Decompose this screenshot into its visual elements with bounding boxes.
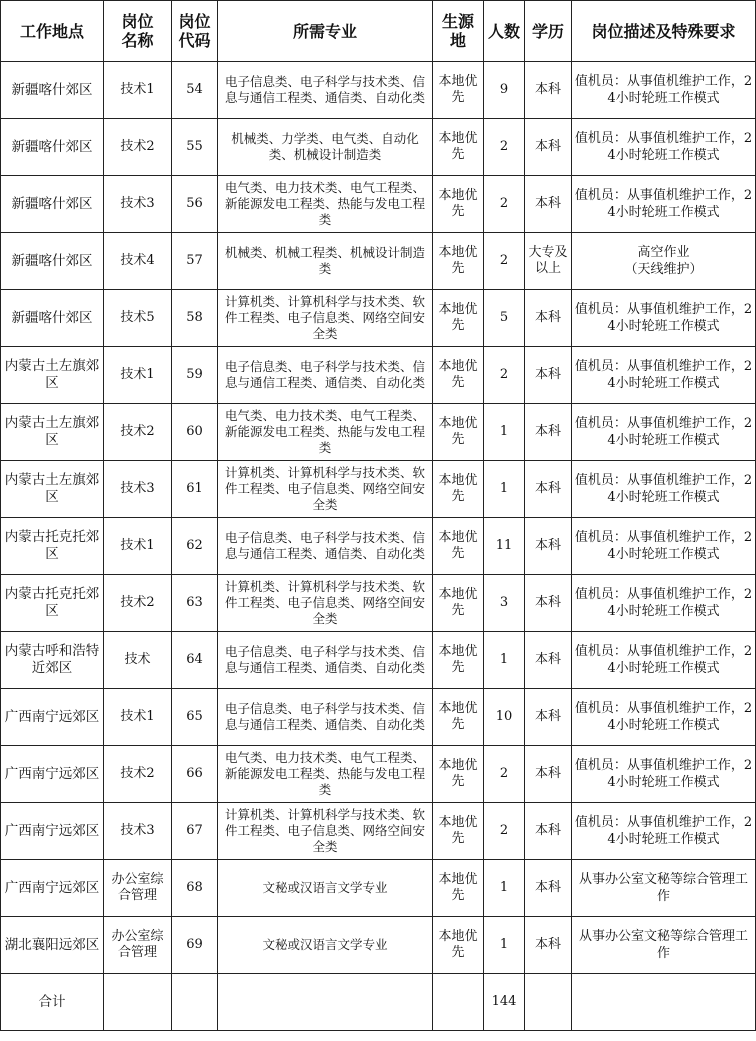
description-cell: 值机员：从事值机维护工作，24小时轮班工作模式 — [572, 176, 756, 233]
total-label: 合计 — [1, 974, 104, 1031]
table-row — [1, 803, 756, 860]
count-cell: 2 — [484, 176, 525, 233]
major-cell: 电子信息类、电子科学与技术类、信息与通信工程类、通信类、自动化类 — [218, 632, 433, 689]
education-cell: 本科 — [525, 803, 572, 860]
major-cell: 电子信息类、电子科学与技术类、信息与通信工程类、通信类、自动化类 — [218, 347, 433, 404]
description-cell: 值机员：从事值机维护工作，24小时轮班工作模式 — [572, 347, 756, 404]
post-code-cell: 64 — [172, 632, 218, 689]
location-cell: 广西南宁远郊区 — [1, 860, 104, 917]
post-name-cell: 技术1 — [104, 689, 172, 746]
description-cell: 值机员：从事值机维护工作，24小时轮班工作模式 — [572, 404, 756, 461]
total-empty-cell — [572, 974, 756, 1031]
post-name-cell: 技术4 — [104, 233, 172, 290]
table-row — [1, 461, 756, 518]
header-post-code: 岗位 代码 — [172, 1, 218, 62]
source-cell: 本地优先 — [433, 689, 484, 746]
table-row — [1, 119, 756, 176]
count-cell: 2 — [484, 803, 525, 860]
count-cell: 2 — [484, 119, 525, 176]
source-cell: 本地优先 — [433, 119, 484, 176]
post-name-cell: 技术2 — [104, 746, 172, 803]
education-cell: 本科 — [525, 632, 572, 689]
location-cell: 内蒙古土左旗郊区 — [1, 347, 104, 404]
location-cell: 内蒙古土左旗郊区 — [1, 404, 104, 461]
major-cell: 电气类、电力技术类、电气工程类、新能源发电工程类、热能与发电工程类 — [218, 176, 433, 233]
location-cell: 新疆喀什郊区 — [1, 119, 104, 176]
major-cell: 文秘或汉语言文学专业 — [218, 860, 433, 917]
source-cell: 本地优先 — [433, 404, 484, 461]
post-code-cell: 65 — [172, 689, 218, 746]
count-cell: 3 — [484, 575, 525, 632]
table-row — [1, 860, 756, 917]
count-cell: 2 — [484, 746, 525, 803]
post-code-cell: 60 — [172, 404, 218, 461]
post-name-cell: 技术3 — [104, 461, 172, 518]
post-name-cell: 技术1 — [104, 347, 172, 404]
table-row — [1, 917, 756, 974]
description-cell: 值机员：从事值机维护工作，24小时轮班工作模式 — [572, 62, 756, 119]
post-code-cell: 67 — [172, 803, 218, 860]
post-code-cell: 58 — [172, 290, 218, 347]
education-cell: 本科 — [525, 518, 572, 575]
count-cell: 2 — [484, 347, 525, 404]
description-cell: 值机员：从事值机维护工作，24小时轮班工作模式 — [572, 746, 756, 803]
header-description: 岗位描述及特殊要求 — [572, 1, 756, 62]
description-cell: 值机员：从事值机维护工作，24小时轮班工作模式 — [572, 632, 756, 689]
post-code-cell: 61 — [172, 461, 218, 518]
source-cell: 本地优先 — [433, 860, 484, 917]
post-name-cell: 技术5 — [104, 290, 172, 347]
post-name-cell: 技术1 — [104, 518, 172, 575]
post-code-cell: 66 — [172, 746, 218, 803]
education-cell: 本科 — [525, 860, 572, 917]
post-code-cell: 62 — [172, 518, 218, 575]
major-cell: 计算机类、计算机科学与技术类、软件工程类、电子信息类、网络空间安全类 — [218, 575, 433, 632]
post-code-cell: 63 — [172, 575, 218, 632]
description-cell: 值机员：从事值机维护工作，24小时轮班工作模式 — [572, 461, 756, 518]
table-row — [1, 176, 756, 233]
total-empty-cell — [433, 974, 484, 1031]
post-name-cell: 技术3 — [104, 176, 172, 233]
location-cell: 湖北襄阳远郊区 — [1, 917, 104, 974]
major-cell: 电气类、电力技术类、电气工程类、新能源发电工程类、热能与发电工程类 — [218, 746, 433, 803]
total-empty-cell — [104, 974, 172, 1031]
location-cell: 广西南宁远郊区 — [1, 689, 104, 746]
location-cell: 广西南宁远郊区 — [1, 803, 104, 860]
table-row — [1, 575, 756, 632]
major-cell: 机械类、力学类、电气类、自动化类、机械设计制造类 — [218, 119, 433, 176]
header-education: 学历 — [525, 1, 572, 62]
location-cell: 内蒙古呼和浩特近郊区 — [1, 632, 104, 689]
table-row — [1, 233, 756, 290]
table-row — [1, 290, 756, 347]
post-name-cell: 技术2 — [104, 575, 172, 632]
description-cell: 值机员：从事值机维护工作，24小时轮班工作模式 — [572, 119, 756, 176]
location-cell: 内蒙古托克托郊区 — [1, 518, 104, 575]
total-empty-cell — [525, 974, 572, 1031]
location-cell: 广西南宁远郊区 — [1, 746, 104, 803]
major-cell: 计算机类、计算机科学与技术类、软件工程类、电子信息类、网络空间安全类 — [218, 290, 433, 347]
location-cell: 新疆喀什郊区 — [1, 290, 104, 347]
post-code-cell: 69 — [172, 917, 218, 974]
description-cell: 值机员：从事值机维护工作，24小时轮班工作模式 — [572, 290, 756, 347]
post-code-cell: 57 — [172, 233, 218, 290]
header-location: 工作地点 — [1, 1, 104, 62]
education-cell: 本科 — [525, 62, 572, 119]
source-cell: 本地优先 — [433, 575, 484, 632]
education-cell: 本科 — [525, 176, 572, 233]
count-cell: 1 — [484, 860, 525, 917]
source-cell: 本地优先 — [433, 347, 484, 404]
description-cell: 值机员：从事值机维护工作，24小时轮班工作模式 — [572, 803, 756, 860]
description-cell: 高空作业 （天线维护） — [572, 233, 756, 290]
total-empty-cell — [172, 974, 218, 1031]
description-cell: 值机员：从事值机维护工作，24小时轮班工作模式 — [572, 518, 756, 575]
count-cell: 5 — [484, 290, 525, 347]
location-cell: 内蒙古土左旗郊区 — [1, 461, 104, 518]
major-cell: 电气类、电力技术类、电气工程类、新能源发电工程类、热能与发电工程类 — [218, 404, 433, 461]
count-cell: 1 — [484, 461, 525, 518]
post-code-cell: 59 — [172, 347, 218, 404]
post-name-cell: 技术1 — [104, 62, 172, 119]
count-cell: 9 — [484, 62, 525, 119]
table-row — [1, 632, 756, 689]
major-cell: 机械类、机械工程类、机械设计制造类 — [218, 233, 433, 290]
location-cell: 新疆喀什郊区 — [1, 233, 104, 290]
location-cell: 新疆喀什郊区 — [1, 62, 104, 119]
header-row — [1, 1, 756, 62]
source-cell: 本地优先 — [433, 746, 484, 803]
count-cell: 1 — [484, 632, 525, 689]
description-cell: 从事办公室文秘等综合管理工作 — [572, 917, 756, 974]
source-cell: 本地优先 — [433, 290, 484, 347]
source-cell: 本地优先 — [433, 176, 484, 233]
source-cell: 本地优先 — [433, 632, 484, 689]
location-cell: 新疆喀什郊区 — [1, 176, 104, 233]
table-row — [1, 347, 756, 404]
education-cell: 本科 — [525, 290, 572, 347]
education-cell: 大专及以上 — [525, 233, 572, 290]
major-cell: 电子信息类、电子科学与技术类、信息与通信工程类、通信类、自动化类 — [218, 62, 433, 119]
post-name-cell: 技术2 — [104, 119, 172, 176]
count-cell: 2 — [484, 233, 525, 290]
total-count: 144 — [484, 974, 525, 1031]
education-cell: 本科 — [525, 689, 572, 746]
education-cell: 本科 — [525, 575, 572, 632]
source-cell: 本地优先 — [433, 518, 484, 575]
description-cell: 值机员：从事值机维护工作，24小时轮班工作模式 — [572, 575, 756, 632]
description-cell: 从事办公室文秘等综合管理工作 — [572, 860, 756, 917]
post-name-cell: 技术 — [104, 632, 172, 689]
major-cell: 计算机类、计算机科学与技术类、软件工程类、电子信息类、网络空间安全类 — [218, 803, 433, 860]
header-post-name: 岗位 名称 — [104, 1, 172, 62]
description-cell: 值机员：从事值机维护工作，24小时轮班工作模式 — [572, 689, 756, 746]
education-cell: 本科 — [525, 917, 572, 974]
post-name-cell: 技术3 — [104, 803, 172, 860]
source-cell: 本地优先 — [433, 233, 484, 290]
count-cell: 1 — [484, 917, 525, 974]
count-cell: 11 — [484, 518, 525, 575]
table-row — [1, 518, 756, 575]
total-empty-cell — [218, 974, 433, 1031]
source-cell: 本地优先 — [433, 62, 484, 119]
location-cell: 内蒙古托克托郊区 — [1, 575, 104, 632]
post-name-cell: 办公室综合管理 — [104, 917, 172, 974]
major-cell: 计算机类、计算机科学与技术类、软件工程类、电子信息类、网络空间安全类 — [218, 461, 433, 518]
major-cell: 电子信息类、电子科学与技术类、信息与通信工程类、通信类、自动化类 — [218, 518, 433, 575]
source-cell: 本地优先 — [433, 803, 484, 860]
major-cell: 文秘或汉语言文学专业 — [218, 917, 433, 974]
header-count: 人数 — [484, 1, 525, 62]
table-row — [1, 62, 756, 119]
post-code-cell: 54 — [172, 62, 218, 119]
post-code-cell: 68 — [172, 860, 218, 917]
header-major: 所需专业 — [218, 1, 433, 62]
count-cell: 1 — [484, 404, 525, 461]
header-source: 生源 地 — [433, 1, 484, 62]
post-name-cell: 技术2 — [104, 404, 172, 461]
count-cell: 10 — [484, 689, 525, 746]
post-code-cell: 55 — [172, 119, 218, 176]
source-cell: 本地优先 — [433, 917, 484, 974]
education-cell: 本科 — [525, 347, 572, 404]
table-row — [1, 746, 756, 803]
table-row — [1, 689, 756, 746]
education-cell: 本科 — [525, 404, 572, 461]
post-name-cell: 办公室综合管理 — [104, 860, 172, 917]
total-row — [1, 974, 756, 1031]
education-cell: 本科 — [525, 746, 572, 803]
source-cell: 本地优先 — [433, 461, 484, 518]
post-code-cell: 56 — [172, 176, 218, 233]
education-cell: 本科 — [525, 119, 572, 176]
education-cell: 本科 — [525, 461, 572, 518]
major-cell: 电子信息类、电子科学与技术类、信息与通信工程类、通信类、自动化类 — [218, 689, 433, 746]
table-row — [1, 404, 756, 461]
